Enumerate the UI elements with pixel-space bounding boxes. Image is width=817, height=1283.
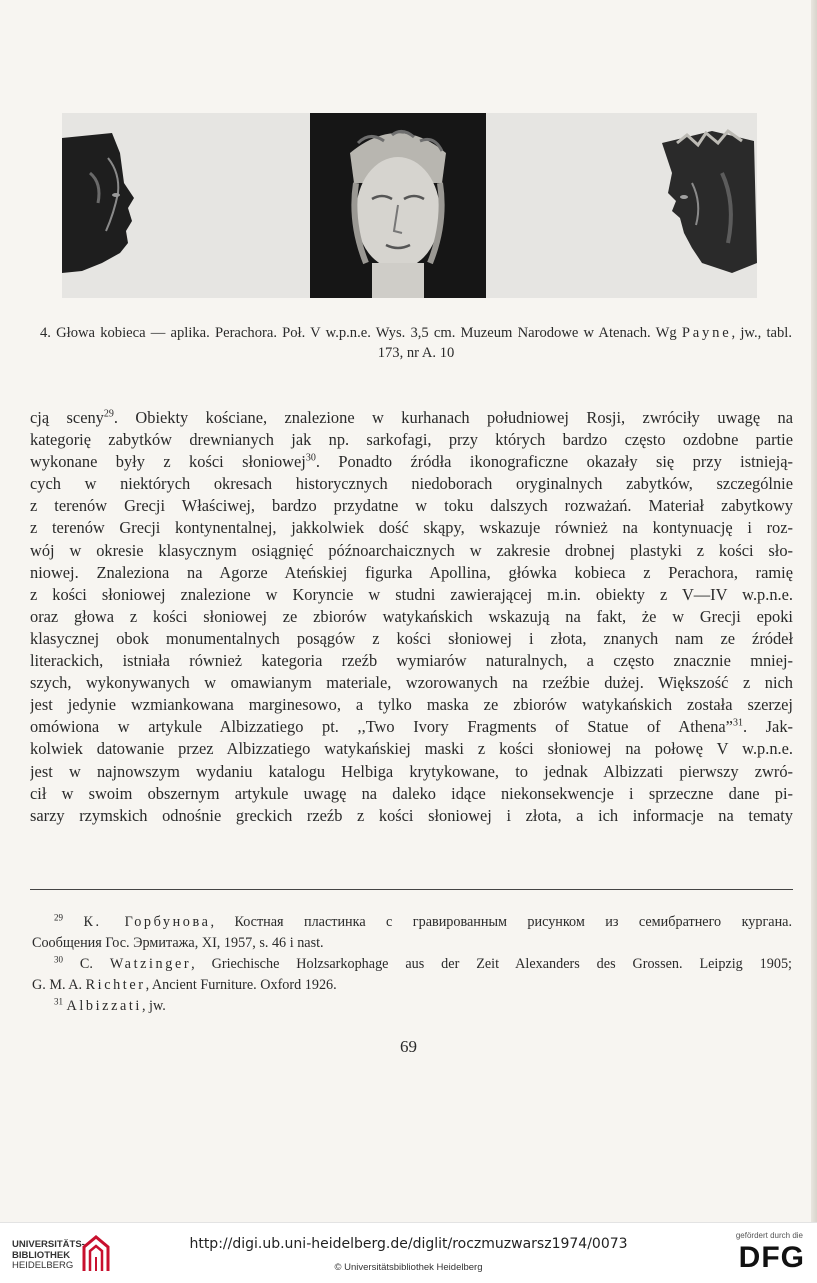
footnote-31-number: 31 [54, 996, 63, 1007]
body-line-text: szych, wykonywanych w omawianym materiale, wzorowanych na rzeźbie dużej. Większość z nich [30, 673, 793, 693]
figure-caption [40, 324, 792, 363]
dfg-logo: DFG [738, 1241, 805, 1274]
footnote-30-author-1: Watzinger [109, 956, 192, 972]
page-number: 69 [400, 1037, 417, 1056]
body-line-text: . Ponadto źródła ikonograficzne okazały się przy istnieją- [315, 452, 793, 472]
body-line [30, 562, 793, 584]
footnote-30-number: 30 [54, 954, 63, 965]
body-line [30, 606, 793, 628]
page-url-link[interactable]: http://digi.ub.uni-heidelberg.de/diglit/roczmuzwarsz1974/0073 [189, 1236, 628, 1252]
footnote-31 [32, 996, 792, 1017]
footnote-29-line-2: Сообщения Гос. Эрмитажа, XI, 1957, s. 46 i nast. [32, 935, 324, 951]
footnote-reference[interactable]: 30 [305, 452, 316, 464]
footnote-29-author: К. Горбунова [83, 914, 211, 930]
body-line-text: sarzy rzymskich odnośnie greckich rzeźb z kości słoniowej i złota, a ich informacje na tematy [30, 805, 793, 825]
caption-line-1: 4. Głowa kobieca — aplika. Perachora. Poł. V w.p.n.e. Wys. 3,5 cm. Muzeum Narodowe w Atenach. Wg [40, 325, 677, 341]
body-line-text: z terenów Grecji Właściwej, bardzo przydatne w toku dalszych rozważań. Materiał zabytkowy [30, 496, 793, 516]
body-line [30, 628, 793, 650]
library-line-3: HEIDELBERG [12, 1260, 74, 1271]
figure-head-profile-left [62, 113, 172, 298]
footnote-30-author-2: Richter [85, 977, 146, 993]
footnote-separator [30, 889, 793, 890]
figure-head-profile-right [632, 113, 757, 298]
body-line [30, 672, 793, 694]
body-line [30, 783, 793, 805]
body-line [30, 805, 793, 827]
body-line-text: jest w najnowszym wydaniu katalogu Helbiga krytykowane, to jednak Albizzati pierwszy zwró- [30, 761, 793, 781]
body-line-text: literackich, istniała również kategoria rzeźb wymiarów naturalnych, a często znacznie mniej- [30, 651, 793, 671]
body-line [30, 584, 793, 606]
body-line-text: jest jedynie wzmiankowana marginesowo, a tylko maska ze zbiorów watykańskich została szerzej [30, 695, 793, 715]
footnote-30-line-1 [32, 954, 792, 975]
body-line [30, 761, 793, 783]
body-line-text: oraz głowa z kości słoniowej ze zbiorów watykańskich wskazują na fakt, że w Grecji epoki [30, 606, 793, 626]
body-line-text: . Obiekty kościane, znalezione w kurhanach południowej Rosji, zwróciły uwagę na [113, 408, 793, 427]
footnote-29-line-1 [32, 912, 792, 933]
body-line [30, 716, 793, 738]
footnote-31-author: Albizzati [66, 998, 142, 1014]
body-line [30, 495, 793, 517]
footnote-30-author-1-initial: C. [79, 956, 93, 972]
body-line-text: cych w niektórych okresach historycznych niedoborach oryginalnych zabytków, szczególnie [30, 474, 793, 494]
body-line-text: cił w swoim obszernym artykule uwagę na daleko idące niekonsekwencje i sprzeczne dane pi- [30, 783, 793, 803]
footnote-30-author-2-initial: G. M. A. [32, 977, 83, 993]
footnote-29-number: 29 [54, 912, 63, 923]
viewer-footer [0, 1222, 817, 1283]
body-line [30, 429, 793, 451]
body-line-text: cją sceny [30, 408, 104, 427]
body-line-text: klasycznej obok monumentalnych posągów z kości słoniowej i złota, znanych nam ze źródeł [30, 628, 793, 648]
footnote-30-text-1: , Griechische Holzsarkophage aus der Zeit Alexanders des Grossen. Leipzig 1905; [191, 956, 792, 972]
body-line-text: wykonane były z kości słoniowej [30, 452, 306, 472]
library-line-2: BIBLIOTHEK [12, 1249, 71, 1261]
body-line [30, 694, 793, 716]
body-line-text: z terenów Grecji kontynentalnej, jakkolwiek dość skąpy, wskazuje również na kontynuację i roz- [30, 518, 793, 538]
body-line [30, 650, 793, 672]
footnote-31-text: , jw. [141, 998, 166, 1014]
footnote-reference[interactable]: 29 [103, 408, 114, 420]
body-paragraph [30, 407, 793, 827]
body-line-text: omówiona w artykule Albizzatiego pt. ,,Two Ivory Fragments of Statue of Athena” [30, 717, 733, 737]
body-line-text: kategorię zabytków drewnianych jak np. sarkofagi, przy których bardzo często ozdobne partie [30, 430, 793, 450]
footnote-30-line-2 [32, 975, 792, 996]
body-line [30, 738, 793, 760]
footnote-30-text-2: , Ancient Furniture. Oxford 1926. [145, 977, 337, 993]
body-line-text: z kości słoniowej znalezione w Koryncie w studni zawierającej m.in. obiekty z V—IV w.p.n.e. [30, 584, 793, 604]
copyright-notice: © Universitätsbibliothek Heidelberg [334, 1262, 483, 1273]
footnote-reference[interactable]: 31 [732, 717, 743, 729]
figure-plate [62, 113, 757, 298]
funding-note: gefördert durch die [735, 1231, 803, 1240]
footnote-29-text-1: , Костная пластинка с гравированным рисунком из семибратнего кургана. [210, 914, 792, 930]
body-line [30, 517, 793, 539]
body-line [30, 473, 793, 495]
body-line [30, 540, 793, 562]
caption-line-2: , jw., tabl. 173, nr A. 10 [377, 325, 792, 361]
figure-head-frontal [310, 113, 486, 298]
body-line-text: wój w okresie klasycznym osiągnięć późnoarchaicznych w zakresie drobnej plastyki z kości sło- [30, 540, 793, 560]
body-line-text: kolwiek datowanie przez Albizzatiego watykańskiej maski z kości słoniowej na połowę V w.p.n.e. [30, 739, 793, 759]
body-line [30, 451, 793, 473]
body-line-text: niowej. Znaleziona na Agorze Ateńskiej figurka Apollina, główka kobieca z Perachora, ramię [30, 562, 793, 582]
footnotes [32, 912, 792, 1017]
caption-author: Payne [681, 325, 732, 341]
body-line-text: . Jak- [742, 717, 793, 737]
body-line [30, 407, 793, 429]
library-line-1: UNIVERSITÄTS- [12, 1239, 85, 1250]
